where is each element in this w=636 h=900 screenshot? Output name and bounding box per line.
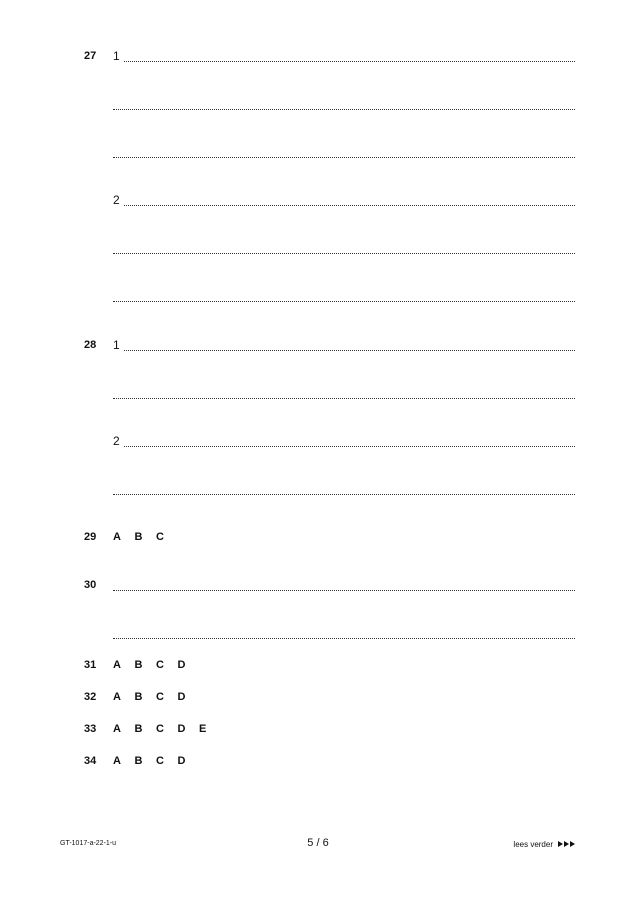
choice-d[interactable]: D [177,659,186,671]
choice-e[interactable]: E [199,723,207,735]
choice-c[interactable]: C [156,531,164,543]
arrow-icons [557,840,575,849]
choice-b[interactable]: B [134,691,143,703]
choice-a[interactable]: A [113,659,121,671]
choice-c[interactable]: C [156,659,164,671]
dotted-line [113,491,575,495]
triangle-right-icon [570,841,575,847]
choice-a[interactable]: A [113,531,121,543]
answer-line-28-2b[interactable] [113,482,575,496]
page-number: 5 / 6 [307,837,329,849]
dotted-line [124,443,575,447]
triangle-right-icon [558,841,563,847]
choice-d[interactable]: D [177,691,186,703]
question-number-34: 34 [84,755,97,767]
question-number-30: 30 [84,579,97,591]
next-page-label: lees verder [513,840,553,849]
answer-line-30[interactable] [113,578,575,592]
choice-a[interactable]: A [113,723,121,735]
dotted-line [113,635,575,639]
question-number-32: 32 [84,691,97,703]
dotted-line [124,58,575,62]
dotted-line [113,587,575,591]
dotted-line [113,106,575,110]
dotted-line [124,202,575,206]
answer-line-30b[interactable] [113,626,575,640]
choices-31 [113,658,199,672]
triangle-right-icon [564,841,569,847]
choice-d[interactable]: D [177,755,186,767]
dotted-line [124,347,575,351]
answer-line-27-1c[interactable] [113,145,575,159]
choices-29 [113,530,178,544]
choice-d[interactable]: D [177,723,186,735]
choice-b[interactable]: B [134,755,143,767]
choices-33 [113,722,221,736]
answer-line-27-2c[interactable] [113,289,575,303]
dotted-line [113,250,575,254]
choice-c[interactable]: C [156,691,164,703]
answer-line-28-1b[interactable] [113,386,575,400]
question-number-33: 33 [84,723,97,735]
question-number-29: 29 [84,531,97,543]
next-page-indicator [513,840,575,849]
choice-a[interactable]: A [113,755,121,767]
choices-34 [113,754,199,768]
answer-line-27-2b[interactable] [113,241,575,255]
answer-line-27-1[interactable] [113,49,575,63]
choice-a[interactable]: A [113,691,121,703]
question-number-27: 27 [84,50,97,62]
sub-label: 2 [113,434,120,448]
sub-label: 1 [113,338,120,352]
question-number-31: 31 [84,659,97,671]
choice-b[interactable]: B [134,659,143,671]
choice-c[interactable]: C [156,755,164,767]
choices-32 [113,690,199,704]
answer-line-27-2[interactable] [113,193,575,207]
dotted-line [113,395,575,399]
document-code: GT-1017-a-22-1-u [60,840,117,847]
sub-label: 2 [113,193,120,207]
sub-label: 1 [113,49,120,63]
choice-c[interactable]: C [156,723,164,735]
answer-line-28-1[interactable] [113,338,575,352]
dotted-line [113,154,575,158]
question-number-28: 28 [84,339,97,351]
choice-b[interactable]: B [134,531,143,543]
answer-line-27-1b[interactable] [113,97,575,111]
dotted-line [113,298,575,302]
answer-line-28-2[interactable] [113,434,575,448]
choice-b[interactable]: B [134,723,143,735]
